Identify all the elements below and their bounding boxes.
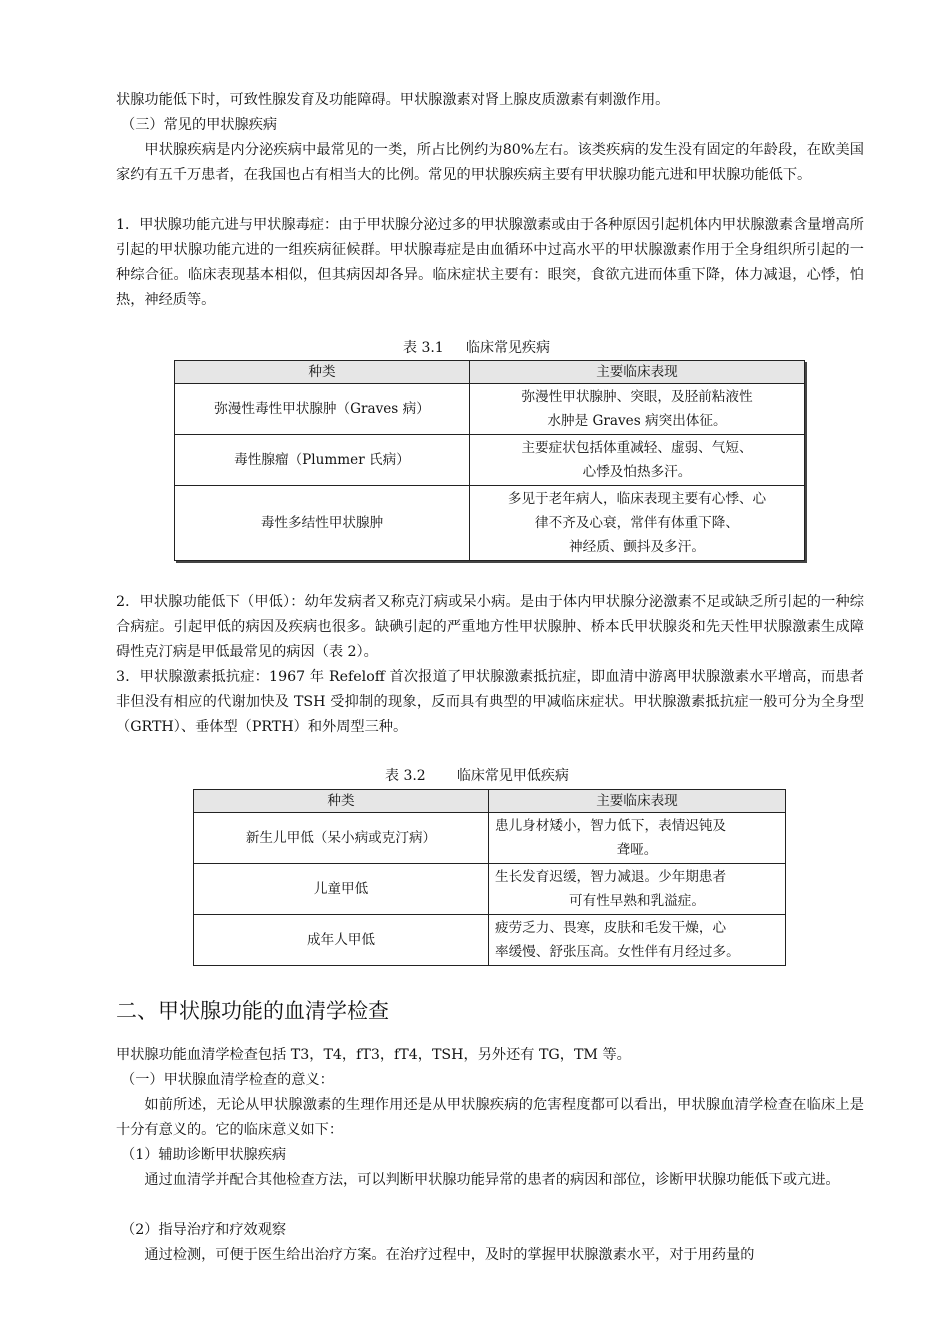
table-row xyxy=(175,435,805,486)
desc-line: 多见于老年病人，临床表现主要有心悸、心 xyxy=(507,491,767,507)
table-header-row xyxy=(175,361,805,384)
desc-line: 患儿身材矮小，智力低下，表情迟钝及 xyxy=(495,818,727,834)
desc-line: 律不齐及心衰，常伴有体重下降、 xyxy=(535,515,739,531)
paragraph-hormone-resistance: 3．甲状腺激素抵抗症：1967 年 Refeloff 首次报道了甲状腺激素抵抗症，即血清中游离甲状腺激素水平增高，而患者非但没有相应的代谢加快及 TSH 受抑制的现象，反而具有典型的甲减临床症状。甲状腺激素抵抗症一般可分为全身型（GRTH）、垂体型（PRTH）和外周型三种。 xyxy=(116,669,864,735)
desc-line: 可有性早熟和乳溢症。 xyxy=(569,893,705,909)
desc-line: 神经质、颤抖及多汗。 xyxy=(569,539,705,555)
desc-line: 聋哑。 xyxy=(616,842,658,858)
desc-line: 心悸及怕热多汗。 xyxy=(582,464,692,480)
desc-line: 主要症状包括体重减轻、虚弱、气短、 xyxy=(521,440,753,456)
subheading-significance: （一）甲状腺血清学检查的意义： xyxy=(121,1072,334,1088)
desc-line: 率缓慢、舒张压高。女性伴有月经过多。 xyxy=(495,944,740,960)
table2-desc-cell xyxy=(489,915,786,966)
table1-header-kind: 种类 xyxy=(175,361,470,384)
table1-kind-cell: 毒性多结性甲状腺肿 xyxy=(175,486,470,561)
table-row xyxy=(194,915,786,966)
table2-caption: 表 3.2 临床常见甲低疾病 xyxy=(385,768,569,784)
table-row xyxy=(175,486,805,561)
table1-desc-cell xyxy=(470,435,805,486)
table-common-diseases xyxy=(174,360,805,561)
table2-desc-cell xyxy=(489,864,786,915)
paragraph-serology-items: 甲状腺功能血清学检查包括 T3，T4，fT3，fT4，TSH，另外还有 TG，TM 等。 xyxy=(116,1047,631,1063)
table2-header-symptoms: 主要临床表现 xyxy=(489,790,786,813)
desc-line: 生长发育迟缓，智力减退。少年期患者 xyxy=(495,869,727,885)
subheading-guide-treatment: （2）指导治疗和疗效观察 xyxy=(121,1222,287,1238)
paragraph-thyroid-disease-overview: 甲状腺疾病是内分泌疾病中最常见的一类，所占比例约为80%左右。该类疾病的发生没有固定的年龄段，在欧美国家约有五千万患者，在我国也占有相当大的比例。常见的甲状腺疾病主要有甲状腺功能亢进和甲状腺功能低下。 xyxy=(116,142,864,183)
paragraph-hypothyroidism: 2．甲状腺功能低下（甲低）：幼年发病者又称克汀病或呆小病。是由于体内甲状腺分泌激素不足或缺乏所引起的一种综合病症。引起甲低的病因及疾病也很多。缺碘引起的严重地方性甲状腺肿、桥本氏甲状腺炎和先天性甲状腺激素生成障碍性克汀病是甲低最常见的病因（表 2）。 xyxy=(116,594,864,660)
table1-kind-cell: 弥漫性毒性甲状腺肿（Graves 病） xyxy=(175,384,470,435)
table1-desc-cell xyxy=(470,384,805,435)
table-row xyxy=(194,813,786,864)
table1-kind-cell: 毒性腺瘤（Plummer 氏病） xyxy=(175,435,470,486)
paragraph-hyperthyroidism: 1．甲状腺功能亢进与甲状腺毒症：由于甲状腺分泌过多的甲状腺激素或由于各种原因引起机体内甲状腺激素含量增高所引起的甲状腺功能亢进的一组疾病征候群。甲状腺毒症是由血循环中过高水平的甲状腺激素作用于全身组织所引起的一种综合征。临床表现基本相似，但其病因却各异。临床症状主要有：眼突，食欲亢进而体重下降，体力减退，心悸，怕热，神经质等。 xyxy=(116,217,864,308)
table1-caption: 表 3.1 临床常见疾病 xyxy=(403,340,550,356)
subheading-aid-diagnosis: （1）辅助诊断甲状腺疾病 xyxy=(121,1147,287,1163)
paragraph-gonad: 状腺功能低下时，可致性腺发育及功能障碍。甲状腺激素对肾上腺皮质激素有刺激作用。 xyxy=(116,92,670,108)
table2-desc-cell xyxy=(489,813,786,864)
paragraph-aid-diagnosis: 通过血清学并配合其他检查方法，可以判断甲状腺功能异常的患者的病因和部位，诊断甲状腺功能低下或亢进。 xyxy=(144,1172,840,1188)
table-row xyxy=(175,384,805,435)
table-header-row xyxy=(194,790,786,813)
subheading-common-thyroid-diseases: （三）常见的甲状腺疾病 xyxy=(121,117,278,133)
table2-kind-cell: 成年人甲低 xyxy=(194,915,489,966)
table-row xyxy=(194,864,786,915)
table1-desc-cell xyxy=(470,486,805,561)
paragraph-guide-treatment: 通过检测，可便于医生给出治疗方案。在治疗过程中，及时的掌握甲状腺激素水平，对于用药量的 xyxy=(144,1247,755,1263)
paragraph-significance: 如前所述，无论从甲状腺激素的生理作用还是从甲状腺疾病的危害程度都可以看出，甲状腺血清学检查在临床上是十分有意义的。它的临床意义如下： xyxy=(116,1097,864,1138)
section-heading-serology: 二、甲状腺功能的血清学检查 xyxy=(116,999,389,1023)
table2-kind-cell: 儿童甲低 xyxy=(194,864,489,915)
desc-line: 弥漫性甲状腺肿、突眼，及胫前粘液性 xyxy=(521,389,753,405)
table2-header-kind: 种类 xyxy=(194,790,489,813)
table2-kind-cell: 新生儿甲低（呆小病或克汀病） xyxy=(194,813,489,864)
desc-line: 水肿是 Graves 病突出体征。 xyxy=(547,413,727,429)
table1-header-symptoms: 主要临床表现 xyxy=(470,361,805,384)
table-common-hypothyroid-diseases xyxy=(193,789,786,966)
desc-line: 疲劳乏力、畏寒，皮肤和毛发干燥，心 xyxy=(495,920,727,936)
